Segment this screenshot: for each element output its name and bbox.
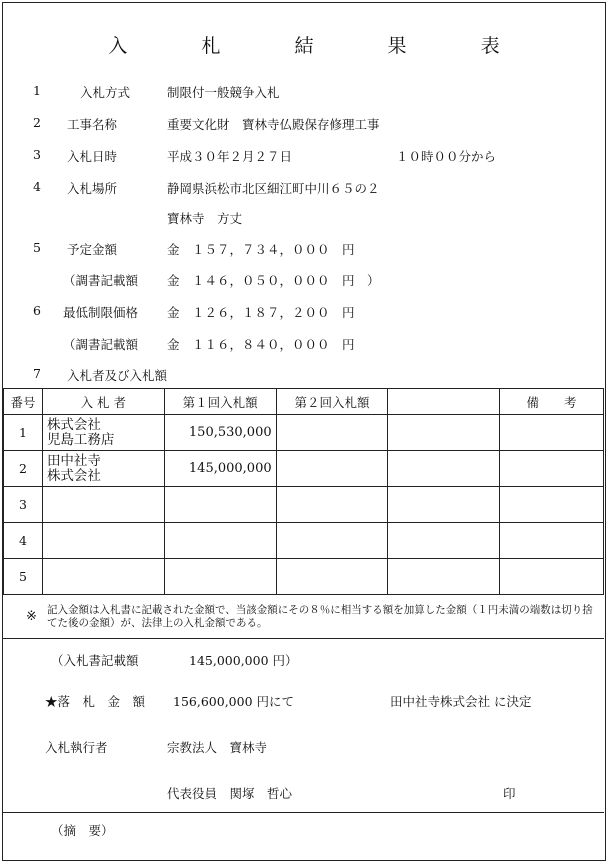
item-value: 重要文化財 寶林寺仏殿保存修理工事 — [167, 117, 380, 132]
row-number: 4 — [4, 523, 43, 559]
table-header-row — [4, 389, 604, 415]
blank-cell — [388, 487, 500, 523]
blank-cell — [388, 451, 500, 487]
executor-label: 入札執行者 — [45, 740, 108, 755]
page-title: 入 札 結 果 表 — [108, 35, 534, 57]
executor-org: 宗教法人 寶林寺 — [167, 740, 268, 755]
round2-amount — [276, 487, 388, 523]
header-number: 番号 — [4, 389, 43, 415]
bid-result-sheet — [2, 2, 606, 861]
item-label: 入札日時 — [67, 149, 118, 164]
award-label: ★落 札 金 額 — [45, 694, 146, 709]
item-number: 6 — [33, 303, 41, 318]
round1-amount: 145,000,000 — [164, 451, 276, 487]
bidder-name-line1: 株式会社 — [46, 416, 101, 433]
row-number: 3 — [4, 487, 43, 523]
note-mark: ※ — [26, 609, 37, 624]
item-number: 7 — [33, 366, 41, 381]
item-value: 金 １４６，０５０，０００ 円 ） — [167, 273, 380, 288]
blank-cell — [388, 559, 500, 595]
item-label: （調書記載額 — [63, 337, 139, 352]
item-number: 5 — [33, 240, 41, 255]
award-winner: 田中社寺株式会社 に決定 — [390, 694, 532, 709]
bidder-name — [42, 415, 164, 451]
item-number: 4 — [33, 179, 41, 194]
round2-amount — [276, 451, 388, 487]
remarks-cell — [500, 415, 604, 451]
summary-label: （摘 要） — [51, 823, 114, 838]
item-label: （調書記載額 — [63, 273, 139, 288]
item-value-line2: 寶林寺 方丈 — [167, 211, 243, 226]
header-bidder: 入 札 者 — [42, 389, 164, 415]
header-blank — [388, 389, 500, 415]
written-amount-label: （入札書記載額 — [51, 653, 139, 668]
remarks-cell — [500, 523, 604, 559]
item-label: 入札場所 — [67, 181, 118, 196]
table-row — [4, 487, 604, 523]
divider — [3, 812, 604, 813]
table-row — [4, 559, 604, 595]
item-label: 入札者及び入札額 — [67, 368, 168, 383]
written-amount-value: 145,000,000 円） — [189, 653, 298, 668]
bidder-name-line2: 児島工務店 — [46, 431, 115, 448]
representative: 代表役員 関塚 哲心 — [167, 786, 293, 801]
item-label: 最低制限価格 — [63, 305, 139, 320]
row-number: 2 — [4, 451, 43, 487]
item-number: 3 — [33, 147, 41, 162]
item-value: 平成３０年２月２７日 — [167, 149, 293, 164]
item-number: 1 — [33, 83, 41, 98]
item-value: 静岡県浜松市北区細江町中川６５の２ — [167, 181, 380, 196]
header-round1: 第１回入札額 — [164, 389, 276, 415]
remarks-cell — [500, 559, 604, 595]
header-round2: 第２回入札額 — [276, 389, 388, 415]
table-row — [4, 451, 604, 487]
round1-amount — [164, 523, 276, 559]
note-box — [3, 599, 604, 639]
bids-table — [3, 388, 604, 595]
remarks-cell — [500, 451, 604, 487]
round2-amount — [276, 559, 388, 595]
item-label: 予定金額 — [67, 242, 118, 257]
bidder-name — [42, 487, 164, 523]
row-number: 1 — [4, 415, 43, 451]
bidder-name — [42, 523, 164, 559]
seal-mark: 印 — [503, 786, 516, 801]
round1-amount — [164, 559, 276, 595]
blank-cell — [388, 523, 500, 559]
remarks-cell — [500, 487, 604, 523]
note-text: 記入金額は入札書に記載された金額で、当該金額にその８％に相当する額を加算した金額（１円未満の端数は切り捨てた後の金額）が、法律上の入札金額である。 — [47, 604, 593, 629]
item-label: 入札方式 — [80, 85, 131, 100]
blank-cell — [388, 415, 500, 451]
round1-amount — [164, 487, 276, 523]
row-number: 5 — [4, 559, 43, 595]
bidder-name-line1: 田中社寺 — [46, 452, 101, 469]
item-time: １０時００分から — [396, 149, 497, 164]
round2-amount — [276, 523, 388, 559]
item-value: 金 １２６，１８７，２００ 円 — [167, 305, 355, 320]
round2-amount — [276, 415, 388, 451]
header-remarks: 備 考 — [500, 389, 604, 415]
item-label: 工事名称 — [67, 117, 118, 132]
table-row — [4, 523, 604, 559]
round1-amount: 150,530,000 — [164, 415, 276, 451]
item-value: 制限付一般競争入札 — [167, 85, 280, 100]
bidder-name — [42, 559, 164, 595]
item-value: 金 １１６，８４０，０００ 円 — [167, 337, 355, 352]
item-number: 2 — [33, 115, 41, 130]
bidder-name — [42, 451, 164, 487]
table-row — [4, 415, 604, 451]
item-value: 金 １５７，７３４，０００ 円 — [167, 242, 355, 257]
award-amount: 156,600,000 円にて — [173, 694, 294, 709]
bidder-name-line2: 株式会社 — [46, 467, 101, 484]
